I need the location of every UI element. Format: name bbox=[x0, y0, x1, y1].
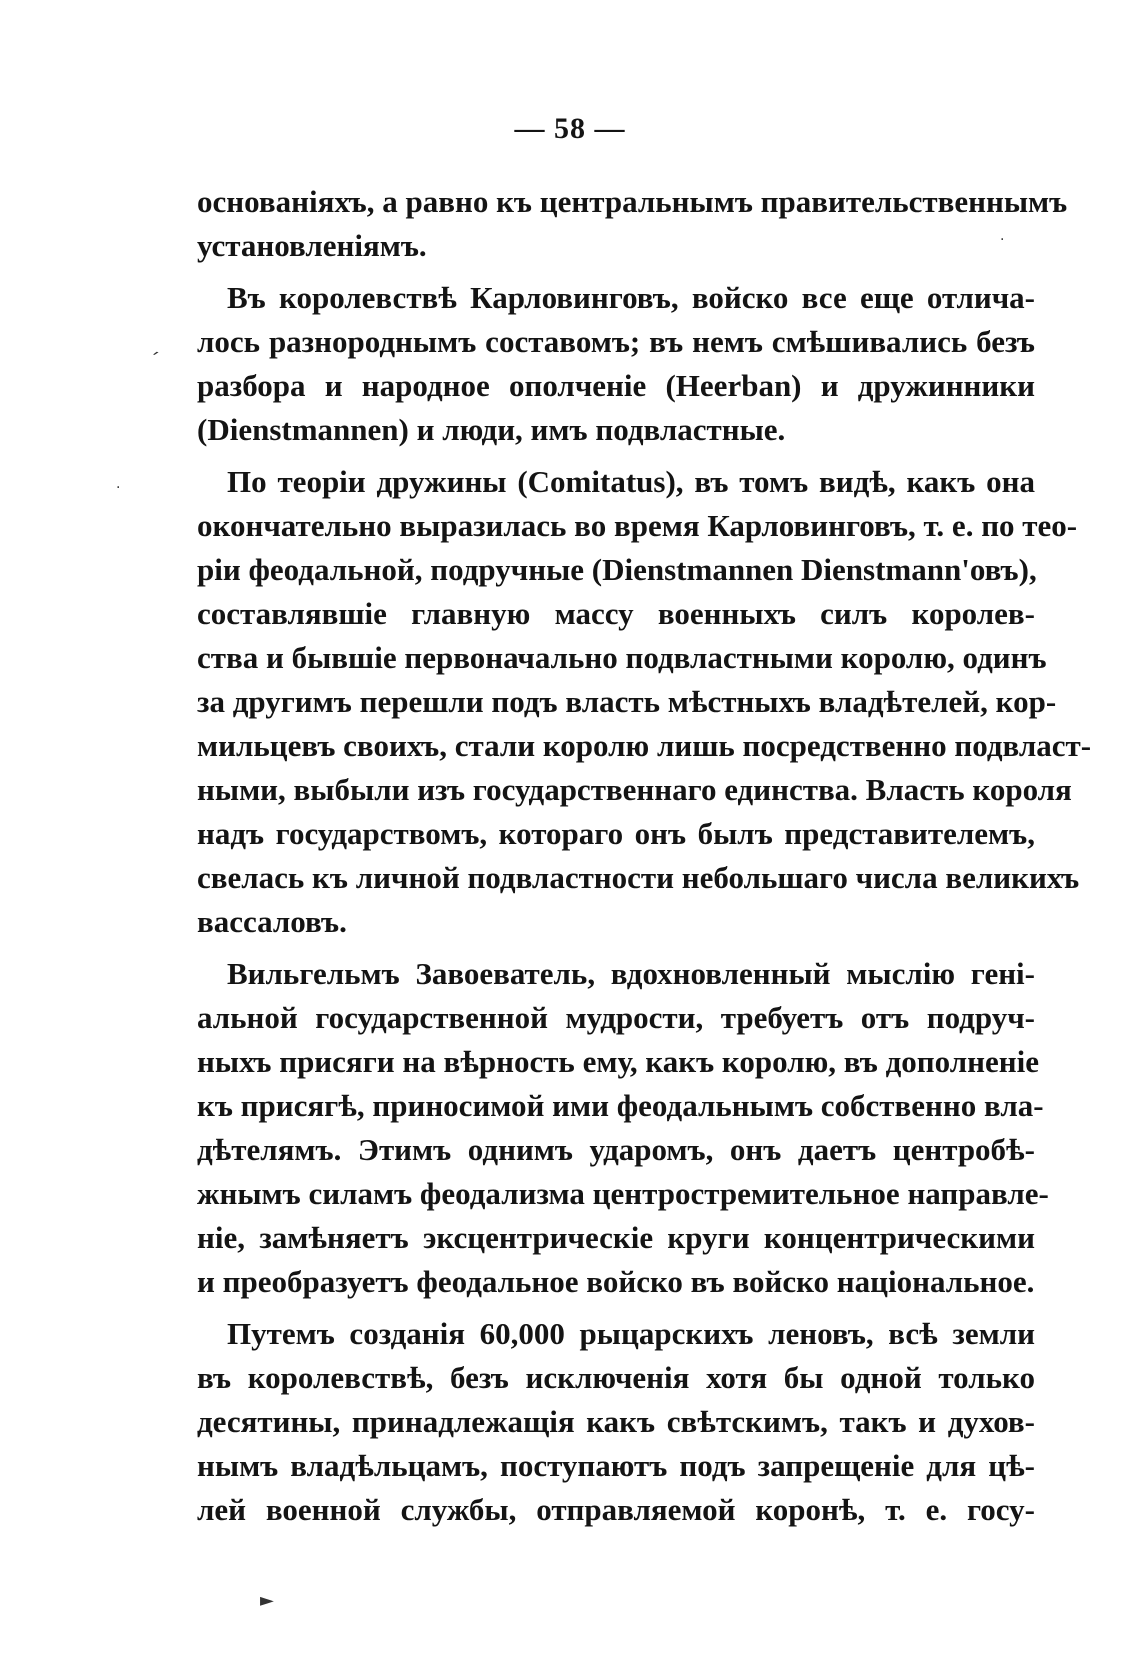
text-line: и преобразуетъ феодальное войско въ войско національное. bbox=[197, 1264, 1035, 1299]
text-line: надъ государствомъ, котораго онъ былъ представителемъ, bbox=[197, 816, 1035, 851]
speck-mark: · bbox=[116, 480, 121, 496]
text-line: въ королевствѣ, безъ исключенія хотя бы одной только bbox=[197, 1360, 1035, 1395]
text-line: нымъ владѣльцамъ, поступаютъ подъ запрещеніе для цѣ- bbox=[197, 1448, 1035, 1483]
text-line: лей военной службы, отправляемой коронѣ, т. е. госу- bbox=[197, 1492, 1035, 1527]
text-line: ніе, замѣняетъ эксцентрическіе круги концентрическими bbox=[197, 1220, 1035, 1255]
text-line: мильцевъ своихъ, стали королю лишь посредственно подвласт- bbox=[197, 728, 1092, 763]
text-line: вассаловъ. bbox=[197, 904, 347, 939]
text-line: десятины, принадлежащія какъ свѣтскимъ, такъ и духов- bbox=[197, 1404, 1035, 1439]
margin-tick-mark: ˊ bbox=[145, 347, 161, 373]
text-line: ныхъ присяги на вѣрность ему, какъ королю, въ дополненіе bbox=[197, 1044, 1039, 1079]
text-line: Путемъ созданія 60,000 рыцарскихъ леновъ, всѣ земли bbox=[227, 1316, 1035, 1351]
text-line: разбора и народное ополченіе (Heerban) и дружинники bbox=[197, 368, 1035, 403]
text-line: По теоріи дружины (Comitatus), въ томъ видѣ, какъ она bbox=[227, 464, 1035, 499]
text-line: ными, выбыли изъ государственнаго единства. Власть короля bbox=[197, 772, 1072, 807]
text-line: ріи феодальной, подручные (Dienstmannen Dienstmann'овъ), bbox=[197, 552, 1037, 587]
text-line: установленіямъ. bbox=[197, 228, 427, 263]
speck-arrow-mark: ► bbox=[260, 1590, 274, 1611]
text-line: Въ королевствѣ Карловинговъ, войско все еще отлича- bbox=[227, 280, 1035, 315]
text-line: за другимъ перешли подъ власть мѣстныхъ владѣтелей, кор- bbox=[197, 684, 1057, 719]
text-line: окончательно выразилась во время Карловинговъ, т. е. по тео- bbox=[197, 508, 1078, 543]
text-line: Вильгельмъ Завоеватель, вдохновленный мыслію гені- bbox=[227, 956, 1035, 991]
text-line: свелась къ личной подвластности небольшаго числа великихъ bbox=[197, 860, 1080, 895]
text-line: жнымъ силамъ феодализма центростремительное направле- bbox=[197, 1176, 1049, 1211]
text-line: дѣтелямъ. Этимъ однимъ ударомъ, онъ даетъ центробѣ- bbox=[197, 1132, 1035, 1167]
body-text bbox=[197, 180, 1092, 1532]
text-line: альной государственной мудрости, требуетъ отъ подруч- bbox=[197, 1000, 1035, 1035]
text-line: къ присягѣ, приносимой ими феодальнымъ собственно вла- bbox=[197, 1088, 1044, 1123]
text-line: составлявшіе главную массу военныхъ силъ королев- bbox=[197, 596, 1035, 631]
text-line: основаніяхъ, а равно къ центральнымъ правительственнымъ bbox=[197, 184, 1068, 219]
text-line: (Dienstmannen) и люди, имъ подвластные. bbox=[197, 412, 786, 447]
page-number: — 58 — bbox=[514, 112, 626, 145]
text-line: ства и бывшіе первоначально подвластными королю, одинъ bbox=[197, 640, 1047, 675]
text-line: лось разнороднымъ составомъ; въ немъ смѣшивались безъ bbox=[197, 324, 1035, 359]
speck-mark: · bbox=[1000, 232, 1005, 248]
